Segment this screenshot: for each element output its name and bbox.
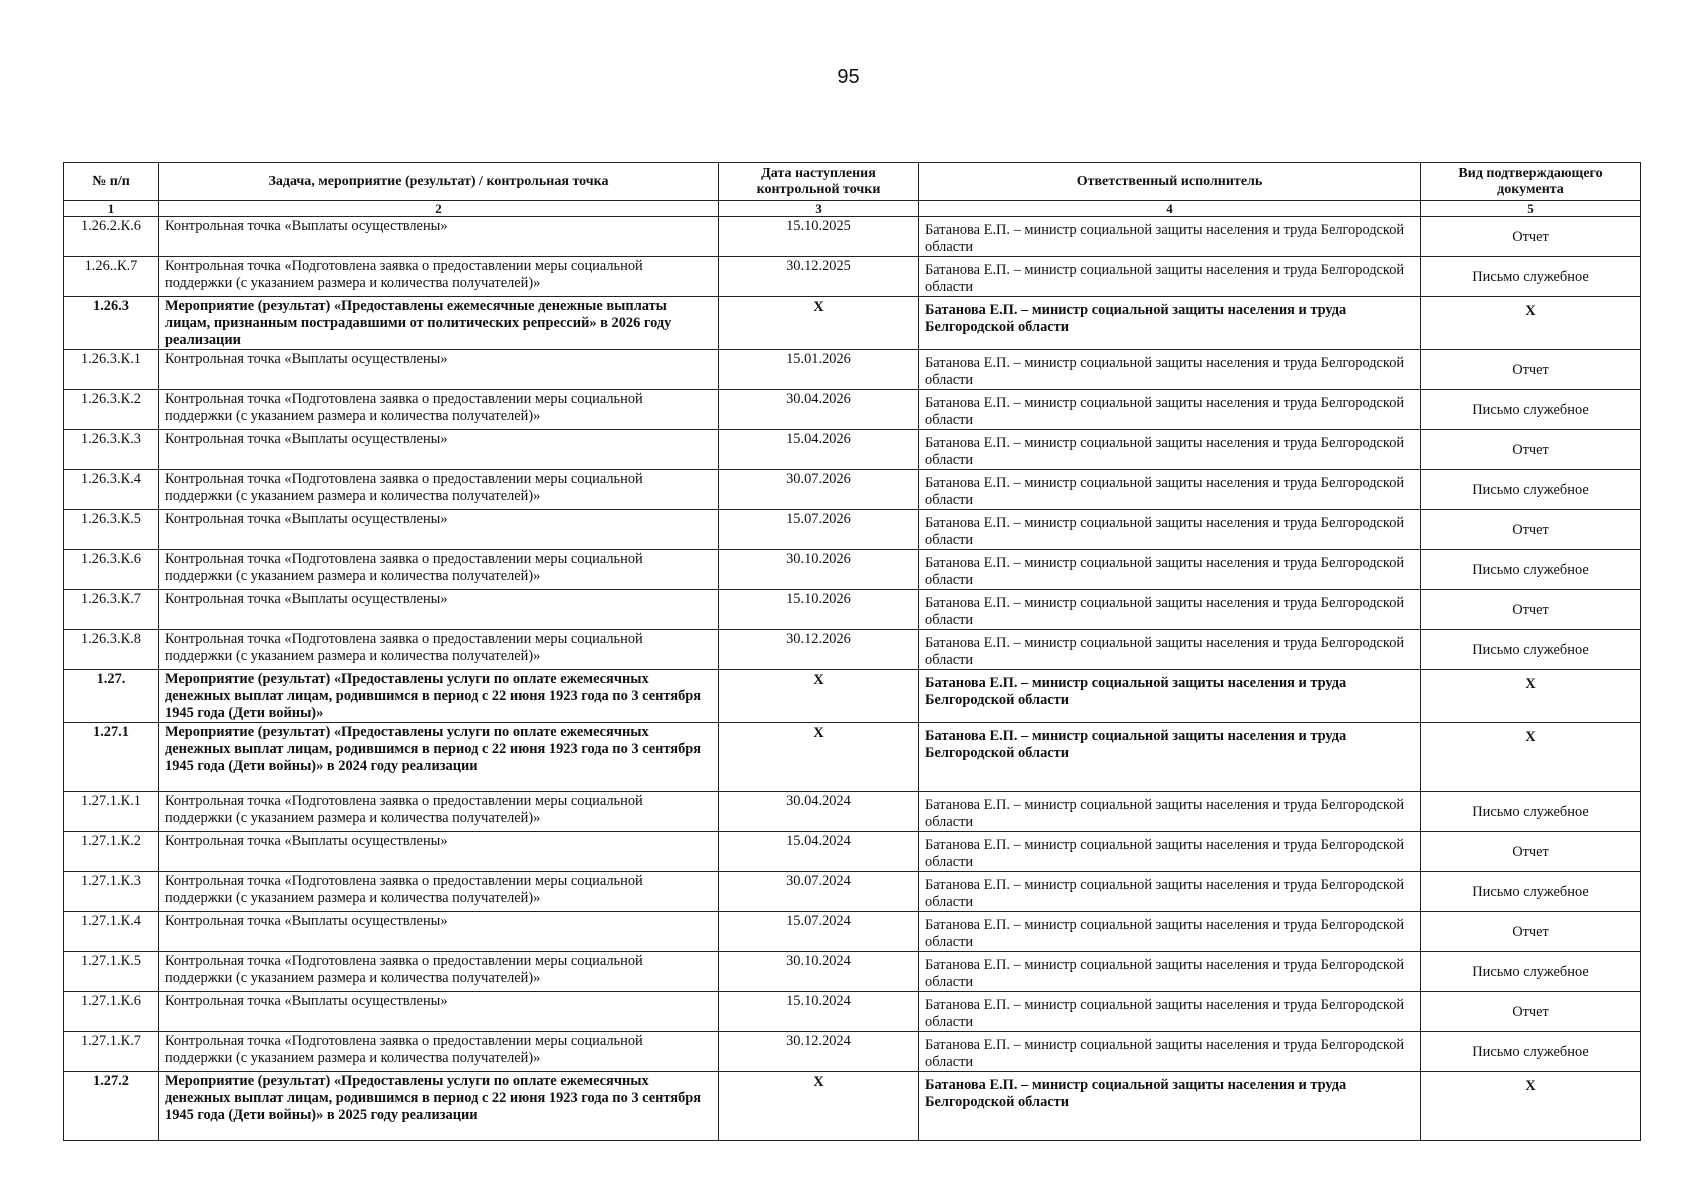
row-document-type: Отчет [1421, 992, 1641, 1032]
row-responsible: Батанова Е.П. – министр социальной защиты населения и труда Белгородской области [919, 792, 1421, 832]
header-responsible: Ответственный исполнитель [919, 163, 1421, 201]
control-point-row [64, 952, 1641, 992]
row-number: 1.26.3.К.7 [64, 590, 159, 630]
row-document-type: Отчет [1421, 832, 1641, 872]
control-point-row [64, 872, 1641, 912]
row-task: Мероприятие (результат) «Предоставлены услуги по оплате ежемесячных денежных выплат лицам, родившимся в период с 22 июня 1923 года по 3 сентября 1945 года (Дети войны)» [159, 670, 719, 723]
row-date: 15.10.2026 [719, 590, 919, 630]
row-task: Контрольная точка «Выплаты осуществлены» [159, 350, 719, 390]
row-number: 1.27.1.К.1 [64, 792, 159, 832]
control-point-row [64, 390, 1641, 430]
row-responsible: Батанова Е.П. – министр социальной защиты населения и труда Белгородской области [919, 992, 1421, 1032]
header-number: № п/п [64, 163, 159, 201]
row-document-type: Письмо служебное [1421, 390, 1641, 430]
row-responsible: Батанова Е.П. – министр социальной защиты населения и труда Белгородской области [919, 297, 1421, 350]
row-task: Контрольная точка «Подготовлена заявка о предоставлении меры социальной поддержки (с указанием размера и количества получателей)» [159, 630, 719, 670]
row-task: Контрольная точка «Подготовлена заявка о предоставлении меры социальной поддержки (с указанием размера и количества получателей)» [159, 257, 719, 297]
row-responsible: Батанова Е.П. – министр социальной защиты населения и труда Белгородской области [919, 1032, 1421, 1072]
row-responsible: Батанова Е.П. – министр социальной защиты населения и труда Белгородской области [919, 430, 1421, 470]
column-number: 3 [719, 201, 919, 217]
row-document-type: Отчет [1421, 217, 1641, 257]
row-responsible: Батанова Е.П. – министр социальной защиты населения и труда Белгородской области [919, 912, 1421, 952]
row-date: 30.12.2026 [719, 630, 919, 670]
row-date: Х [719, 723, 919, 792]
row-responsible: Батанова Е.П. – министр социальной защиты населения и труда Белгородской области [919, 217, 1421, 257]
row-task: Контрольная точка «Подготовлена заявка о предоставлении меры социальной поддержки (с указанием размера и количества получателей)» [159, 390, 719, 430]
row-task: Контрольная точка «Выплаты осуществлены» [159, 510, 719, 550]
row-document-type: Отчет [1421, 430, 1641, 470]
row-responsible: Батанова Е.П. – министр социальной защиты населения и труда Белгородской области [919, 872, 1421, 912]
header-task: Задача, мероприятие (результат) / контрольная точка [159, 163, 719, 201]
row-number: 1.26.3.К.3 [64, 430, 159, 470]
row-task: Мероприятие (результат) «Предоставлены услуги по оплате ежемесячных денежных выплат лицам, родившимся в период с 22 июня 1923 года по 3 сентября 1945 года (Дети войны)» в 2024 году реализации [159, 723, 719, 792]
table-header [64, 163, 1641, 217]
control-point-row [64, 217, 1641, 257]
row-responsible: Батанова Е.П. – министр социальной защиты населения и труда Белгородской области [919, 257, 1421, 297]
row-number: 1.26.3.К.1 [64, 350, 159, 390]
row-responsible: Батанова Е.П. – министр социальной защиты населения и труда Белгородской области [919, 350, 1421, 390]
control-point-row [64, 792, 1641, 832]
row-number: 1.26.3.К.2 [64, 390, 159, 430]
row-date: Х [719, 297, 919, 350]
row-responsible: Батанова Е.П. – министр социальной защиты населения и труда Белгородской области [919, 723, 1421, 792]
header-date: Дата наступления контрольной точки [719, 163, 919, 201]
control-point-row [64, 912, 1641, 952]
row-task: Мероприятие (результат) «Предоставлены услуги по оплате ежемесячных денежных выплат лицам, родившимся в период с 22 июня 1923 года по 3 сентября 1945 года (Дети войны)» в 2025 году реализации [159, 1072, 719, 1141]
row-task: Контрольная точка «Подготовлена заявка о предоставлении меры социальной поддержки (с указанием размера и количества получателей)» [159, 1032, 719, 1072]
row-date: 15.04.2024 [719, 832, 919, 872]
row-task: Контрольная точка «Выплаты осуществлены» [159, 217, 719, 257]
row-document-type: Х [1421, 670, 1641, 723]
row-document-type: Письмо служебное [1421, 550, 1641, 590]
row-document-type: Отчет [1421, 590, 1641, 630]
row-number: 1.27. [64, 670, 159, 723]
row-number: 1.26.3.К.4 [64, 470, 159, 510]
row-responsible: Батанова Е.П. – министр социальной защиты населения и труда Белгородской области [919, 550, 1421, 590]
row-number: 1.27.1.К.2 [64, 832, 159, 872]
row-number: 1.26.3.К.8 [64, 630, 159, 670]
activity-row [64, 723, 1641, 792]
column-number: 5 [1421, 201, 1641, 217]
column-number: 2 [159, 201, 719, 217]
row-number: 1.27.1.К.5 [64, 952, 159, 992]
control-point-row [64, 550, 1641, 590]
row-task: Контрольная точка «Выплаты осуществлены» [159, 992, 719, 1032]
row-document-type: Отчет [1421, 912, 1641, 952]
row-document-type: Письмо служебное [1421, 792, 1641, 832]
row-responsible: Батанова Е.П. – министр социальной защиты населения и труда Белгородской области [919, 510, 1421, 550]
control-point-row [64, 832, 1641, 872]
row-date: 30.04.2026 [719, 390, 919, 430]
row-task: Контрольная точка «Подготовлена заявка о предоставлении меры социальной поддержки (с указанием размера и количества получателей)» [159, 470, 719, 510]
row-number: 1.26..К.7 [64, 257, 159, 297]
row-document-type: Отчет [1421, 350, 1641, 390]
row-document-type: Отчет [1421, 510, 1641, 550]
row-task: Контрольная точка «Выплаты осуществлены» [159, 912, 719, 952]
control-point-row [64, 590, 1641, 630]
control-point-row [64, 992, 1641, 1032]
row-task: Контрольная точка «Выплаты осуществлены» [159, 590, 719, 630]
control-point-row [64, 350, 1641, 390]
control-point-row [64, 430, 1641, 470]
row-date: 15.01.2026 [719, 350, 919, 390]
row-date: 15.10.2024 [719, 992, 919, 1032]
row-date: 30.07.2024 [719, 872, 919, 912]
row-date: 15.04.2026 [719, 430, 919, 470]
row-number: 1.26.3.К.5 [64, 510, 159, 550]
column-number-row [64, 201, 1641, 217]
row-document-type: Письмо служебное [1421, 470, 1641, 510]
row-number: 1.27.1.К.6 [64, 992, 159, 1032]
row-responsible: Батанова Е.П. – министр социальной защиты населения и труда Белгородской области [919, 1072, 1421, 1141]
row-date: Х [719, 670, 919, 723]
row-number: 1.26.2.К.6 [64, 217, 159, 257]
control-point-row [64, 257, 1641, 297]
control-point-row [64, 1032, 1641, 1072]
row-document-type: Х [1421, 1072, 1641, 1141]
row-task: Контрольная точка «Выплаты осуществлены» [159, 832, 719, 872]
row-document-type: Письмо служебное [1421, 952, 1641, 992]
row-number: 1.27.1.К.3 [64, 872, 159, 912]
row-responsible: Батанова Е.П. – министр социальной защиты населения и труда Белгородской области [919, 670, 1421, 723]
row-number: 1.26.3.К.6 [64, 550, 159, 590]
activity-row [64, 1072, 1641, 1141]
row-task: Мероприятие (результат) «Предоставлены ежемесячные денежные выплаты лицам, признанным пострадавшими от политических репрессий» в 2026 году реализации [159, 297, 719, 350]
row-number: 1.27.2 [64, 1072, 159, 1141]
row-date: 15.10.2025 [719, 217, 919, 257]
row-document-type: Письмо служебное [1421, 872, 1641, 912]
row-number: 1.26.3 [64, 297, 159, 350]
row-responsible: Батанова Е.П. – министр социальной защиты населения и труда Белгородской области [919, 470, 1421, 510]
row-responsible: Батанова Е.П. – министр социальной защиты населения и труда Белгородской области [919, 832, 1421, 872]
row-task: Контрольная точка «Подготовлена заявка о предоставлении меры социальной поддержки (с указанием размера и количества получателей)» [159, 550, 719, 590]
row-date: Х [719, 1072, 919, 1141]
row-responsible: Батанова Е.П. – министр социальной защиты населения и труда Белгородской области [919, 630, 1421, 670]
control-point-row [64, 510, 1641, 550]
control-point-row [64, 470, 1641, 510]
row-date: 15.07.2026 [719, 510, 919, 550]
row-document-type: Письмо служебное [1421, 257, 1641, 297]
column-number: 1 [64, 201, 159, 217]
row-task: Контрольная точка «Выплаты осуществлены» [159, 430, 719, 470]
row-date: 30.12.2024 [719, 1032, 919, 1072]
row-document-type: Х [1421, 297, 1641, 350]
row-responsible: Батанова Е.П. – министр социальной защиты населения и труда Белгородской области [919, 390, 1421, 430]
row-date: 30.12.2025 [719, 257, 919, 297]
row-task: Контрольная точка «Подготовлена заявка о предоставлении меры социальной поддержки (с указанием размера и количества получателей)» [159, 792, 719, 832]
header-row [64, 163, 1641, 201]
row-responsible: Батанова Е.П. – министр социальной защиты населения и труда Белгородской области [919, 952, 1421, 992]
column-number: 4 [919, 201, 1421, 217]
row-date: 30.10.2026 [719, 550, 919, 590]
control-points-table [63, 162, 1641, 1141]
control-point-row [64, 630, 1641, 670]
row-task: Контрольная точка «Подготовлена заявка о предоставлении меры социальной поддержки (с указанием размера и количества получателей)» [159, 952, 719, 992]
row-number: 1.27.1 [64, 723, 159, 792]
row-date: 30.10.2024 [719, 952, 919, 992]
row-date: 30.04.2024 [719, 792, 919, 832]
row-date: 30.07.2026 [719, 470, 919, 510]
page-number: 95 [837, 66, 860, 88]
row-document-type: Письмо служебное [1421, 630, 1641, 670]
activity-row [64, 670, 1641, 723]
table-body [64, 217, 1641, 1141]
row-responsible: Батанова Е.П. – министр социальной защиты населения и труда Белгородской области [919, 590, 1421, 630]
row-document-type: Письмо служебное [1421, 1032, 1641, 1072]
header-document-type: Вид подтверждающего документа [1421, 163, 1641, 201]
row-task: Контрольная точка «Подготовлена заявка о предоставлении меры социальной поддержки (с указанием размера и количества получателей)» [159, 872, 719, 912]
row-number: 1.27.1.К.7 [64, 1032, 159, 1072]
row-date: 15.07.2024 [719, 912, 919, 952]
row-number: 1.27.1.К.4 [64, 912, 159, 952]
activity-row [64, 297, 1641, 350]
row-document-type: Х [1421, 723, 1641, 792]
